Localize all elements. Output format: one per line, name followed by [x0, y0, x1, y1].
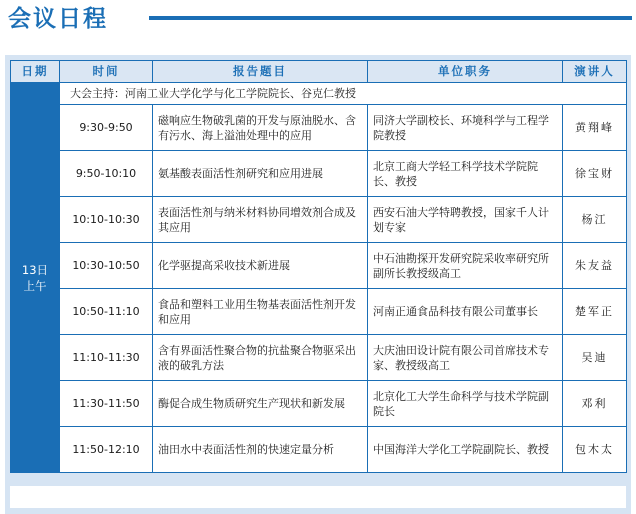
- time-cell: 11:50-12:10: [60, 427, 153, 473]
- speaker-cell: 朱友益: [563, 243, 627, 289]
- speaker-cell: 徐宝财: [563, 151, 627, 197]
- header-day: 日期: [11, 61, 60, 83]
- day-period: 上午: [23, 278, 47, 293]
- topic-cell: 氨基酸表面活性剂研究和应用进展: [153, 151, 368, 197]
- topic-cell: 含有界面活性聚合物的抗盐聚合物驱采出液的破乳方法: [153, 335, 368, 381]
- time-cell: 11:30-11:50: [60, 381, 153, 427]
- affiliation-cell: 同济大学副校长、环境科学与工程学院教授: [368, 105, 563, 151]
- affiliation-cell: 河南正通食品科技有限公司董事长: [368, 289, 563, 335]
- affiliation-cell: 中国海洋大学化工学院副院长、教授: [368, 427, 563, 473]
- time-cell: 10:10-10:30: [60, 197, 153, 243]
- topic-cell: 油田水中表面活性剂的快速定量分析: [153, 427, 368, 473]
- time-cell: 9:50-10:10: [60, 151, 153, 197]
- topic-cell: 表面活性剂与纳米材料协同增效剂合成及其应用: [153, 197, 368, 243]
- day-date: 13日: [21, 262, 49, 277]
- day-cell: [11, 83, 60, 473]
- table-row: [11, 105, 627, 151]
- affiliation-cell: 西安石油大学特聘教授，国家千人计划专家: [368, 197, 563, 243]
- speaker-cell: 楚军正: [563, 289, 627, 335]
- affiliation-cell: 北京工商大学轻工科学技术学院院长、教授: [368, 151, 563, 197]
- speaker-cell: 邓利: [563, 381, 627, 427]
- speaker-cell: 杨江: [563, 197, 627, 243]
- topic-cell: 化学驱提高采收技术新进展: [153, 243, 368, 289]
- host-row: [11, 83, 627, 105]
- table-row: [11, 243, 627, 289]
- time-cell: 10:30-10:50: [60, 243, 153, 289]
- topic-cell: 磁响应生物破乳菌的开发与原油脱水、含有污水、海上溢油处理中的应用: [153, 105, 368, 151]
- header-row: [11, 61, 627, 83]
- table-row: [11, 335, 627, 381]
- speaker-cell: 黄翔峰: [563, 105, 627, 151]
- header-topic: 报告题目: [153, 61, 368, 83]
- speaker-cell: 吴迪: [563, 335, 627, 381]
- time-cell: 9:30-9:50: [60, 105, 153, 151]
- affiliation-cell: 中石油勘探开发研究院采收率研究所副所长教授级高工: [368, 243, 563, 289]
- title-bar: [8, 4, 632, 34]
- header-speaker: 演讲人: [563, 61, 627, 83]
- page-title: 会议日程: [8, 6, 108, 32]
- table-row: [11, 197, 627, 243]
- topic-cell: 酶促合成生物质研究生产现状和新发展: [153, 381, 368, 427]
- schedule-table: [10, 60, 627, 473]
- schedule-frame: [5, 55, 631, 514]
- host-cell: 大会主持：河南工业大学化学与化工学院院长、谷克仁教授: [60, 83, 627, 105]
- time-cell: 10:50-11:10: [60, 289, 153, 335]
- table-row: [11, 151, 627, 197]
- title-rule: [149, 16, 632, 20]
- affiliation-cell: 大庆油田设计院有限公司首席技术专家、教授级高工: [368, 335, 563, 381]
- time-cell: 11:10-11:30: [60, 335, 153, 381]
- table-row: [11, 381, 627, 427]
- header-affiliation: 单位职务: [368, 61, 563, 83]
- table-row: [11, 289, 627, 335]
- affiliation-cell: 北京化工大学生命科学与技术学院副院长: [368, 381, 563, 427]
- speaker-cell: 包木太: [563, 427, 627, 473]
- bottom-band: [10, 486, 626, 508]
- topic-cell: 食品和塑料工业用生物基表面活性剂开发和应用: [153, 289, 368, 335]
- table-row: [11, 427, 627, 473]
- header-time: 时间: [60, 61, 153, 83]
